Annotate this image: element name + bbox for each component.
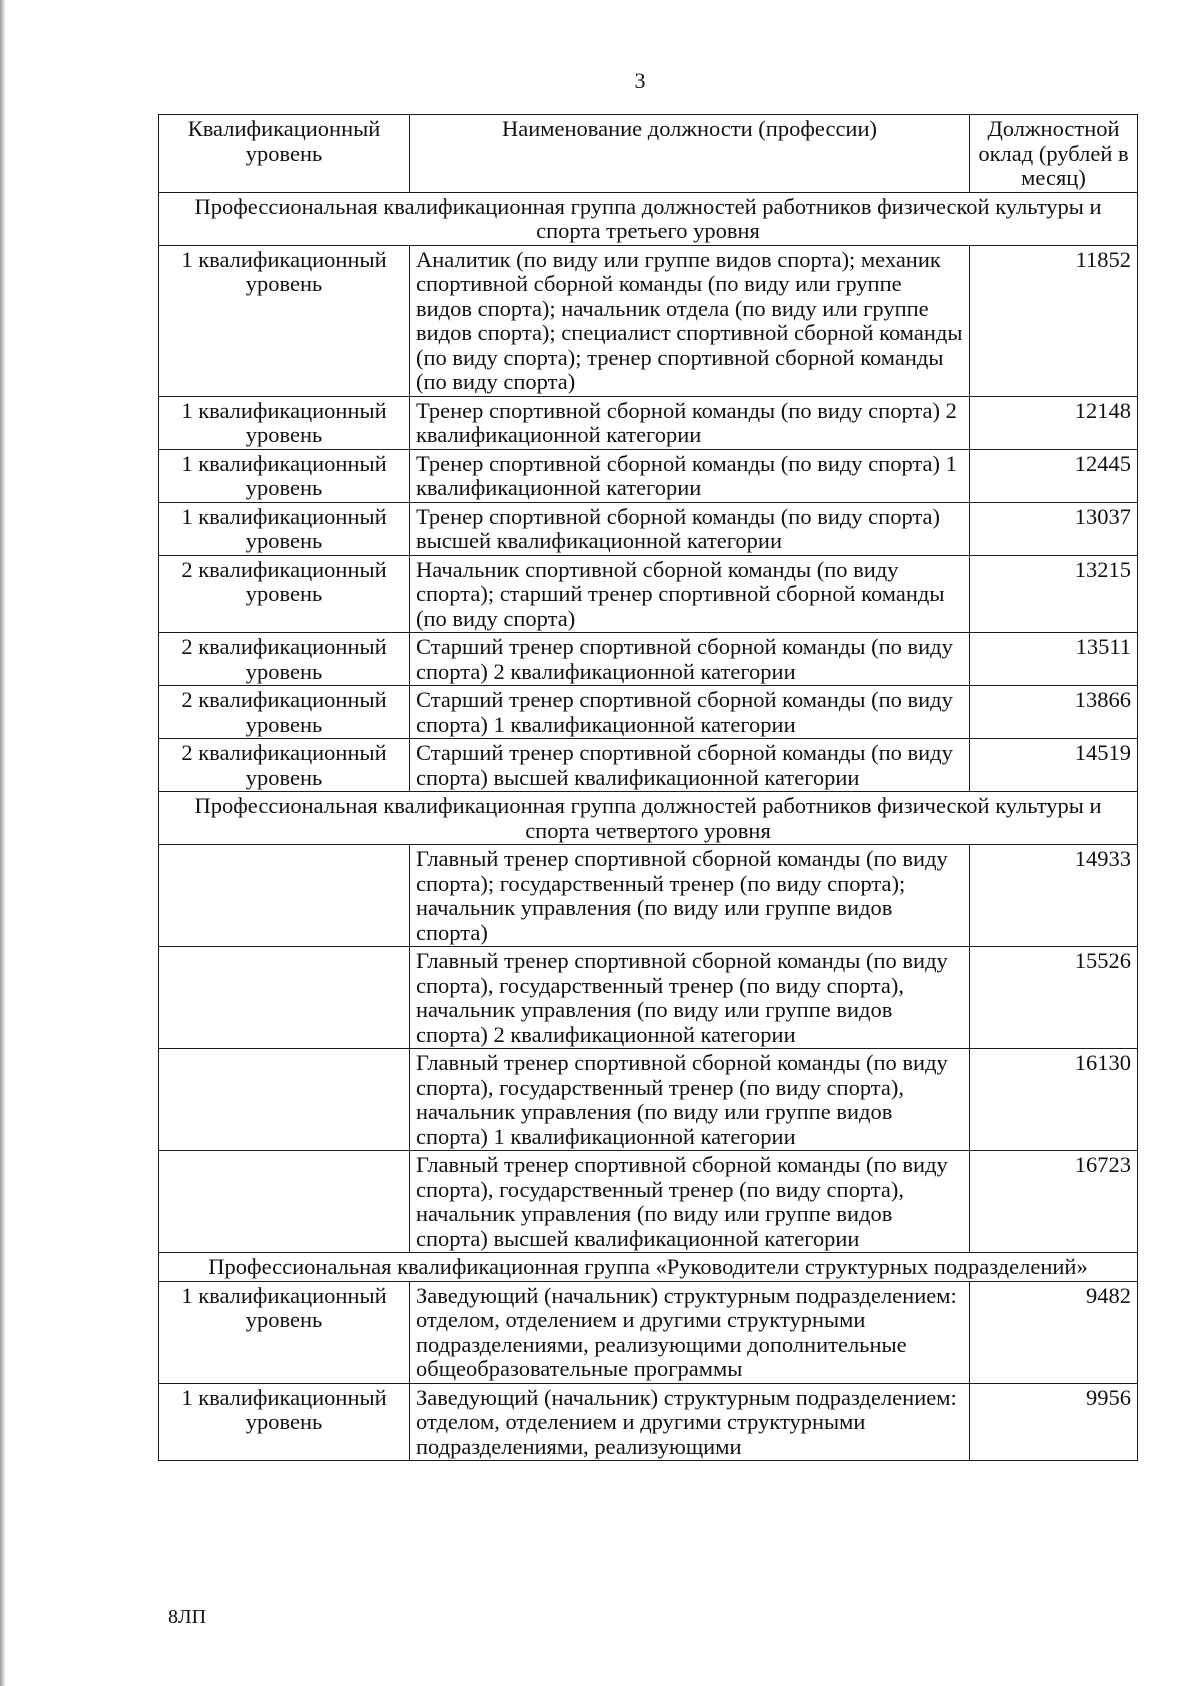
group-title: Профессиональная квалификационная группа «Руководители структурных подразделений» [159,1253,1138,1282]
level-cell: 1 квалификационный уровень [159,502,410,555]
table-row [159,633,1138,686]
group-row-3rd-level [159,192,1138,245]
salary-cell: 13866 [970,686,1138,739]
salary-cell: 9956 [970,1383,1138,1461]
level-cell: 1 квалификационный уровень [159,449,410,502]
title-cell: Тренер спортивной сборной команды (по виду спорта) 2 квалификационной категории [410,396,970,449]
salary-table [158,114,1138,1461]
level-cell [159,1049,410,1151]
table-row [159,555,1138,633]
level-cell: 1 квалификационный уровень [159,396,410,449]
title-cell: Заведующий (начальник) структурным подразделением: отделом, отделением и другими структурными подразделениями, реализующими дополнительные общеобразовательные программы [410,1281,970,1383]
group-row-4th-level [159,792,1138,845]
title-cell: Главный тренер спортивной сборной команды (по виду спорта), государственный тренер (по виду спорта), начальник управления (по виду или группе видов спорта) 1 квалификационной категории [410,1049,970,1151]
level-cell: 2 квалификационный уровень [159,633,410,686]
level-cell: 1 квалификационный уровень [159,1383,410,1461]
level-cell [159,947,410,1049]
salary-cell: 9482 [970,1281,1138,1383]
table-row [159,396,1138,449]
header-salary: Должностной оклад (рублей в месяц) [970,115,1138,193]
header-level: Квалификационный уровень [159,115,410,193]
title-cell: Тренер спортивной сборной команды (по виду спорта) высшей квалификационной категории [410,502,970,555]
table-row [159,686,1138,739]
salary-cell: 11852 [970,245,1138,396]
table-row [159,739,1138,792]
salary-cell: 12148 [970,396,1138,449]
group-title: Профессиональная квалификационная группа должностей работников физической культуры и спорта третьего уровня [159,192,1138,245]
header-title: Наименование должности (профессии) [410,115,970,193]
header-row [159,115,1138,193]
salary-cell: 14933 [970,845,1138,947]
table-row [159,1049,1138,1151]
salary-cell: 16130 [970,1049,1138,1151]
table-row [159,1281,1138,1383]
salary-cell: 13037 [970,502,1138,555]
title-cell: Главный тренер спортивной сборной команды (по виду спорта), государственный тренер (по виду спорта), начальник управления (по виду или группе видов спорта) 2 квалификационной категории [410,947,970,1049]
table-row [159,1151,1138,1253]
table-row [159,845,1138,947]
title-cell: Старший тренер спортивной сборной команды (по виду спорта) высшей квалификационной категории [410,739,970,792]
table-row [159,502,1138,555]
scan-edge [0,0,6,1686]
salary-cell: 13215 [970,555,1138,633]
title-cell: Главный тренер спортивной сборной команды (по виду спорта); государственный тренер (по виду спорта); начальник управления (по виду или группе видов спорта) [410,845,970,947]
title-cell: Заведующий (начальник) структурным подразделением: отделом, отделением и другими структурными подразделениями, реализующими [410,1383,970,1461]
title-cell: Главный тренер спортивной сборной команды (по виду спорта), государственный тренер (по виду спорта), начальник управления (по виду или группе видов спорта) высшей квалификационной категории [410,1151,970,1253]
title-cell: Старший тренер спортивной сборной команды (по виду спорта) 2 квалификационной категории [410,633,970,686]
table-row [159,245,1138,396]
salary-cell: 16723 [970,1151,1138,1253]
level-cell [159,845,410,947]
salary-cell: 14519 [970,739,1138,792]
title-cell: Старший тренер спортивной сборной команды (по виду спорта) 1 квалификационной категории [410,686,970,739]
table-row [159,947,1138,1049]
salary-cell: 13511 [970,633,1138,686]
level-cell: 1 квалификационный уровень [159,1281,410,1383]
title-cell: Начальник спортивной сборной команды (по виду спорта); старший тренер спортивной сборной команды (по виду спорта) [410,555,970,633]
level-cell: 2 квалификационный уровень [159,686,410,739]
level-cell: 2 квалификационный уровень [159,555,410,633]
table-row [159,449,1138,502]
title-cell: Тренер спортивной сборной команды (по виду спорта) 1 квалификационной категории [410,449,970,502]
footer-code: 8ЛП [168,1606,207,1628]
group-title: Профессиональная квалификационная группа должностей работников физической культуры и спорта четвертого уровня [159,792,1138,845]
title-cell: Аналитик (по виду или группе видов спорта); механик спортивной сборной команды (по виду или группе видов спорта); начальник отдела (по виду или группе видов спорта); специалист спортивной сборной команды (по виду спорта); тренер спортивной сборной команды (по виду спорта) [410,245,970,396]
table-body [159,115,1138,1461]
page-number: 3 [634,68,646,93]
group-row-managers [159,1253,1138,1282]
level-cell: 2 квалификационный уровень [159,739,410,792]
salary-cell: 15526 [970,947,1138,1049]
salary-cell: 12445 [970,449,1138,502]
level-cell [159,1151,410,1253]
table-row [159,1383,1138,1461]
level-cell: 1 квалификационный уровень [159,245,410,396]
